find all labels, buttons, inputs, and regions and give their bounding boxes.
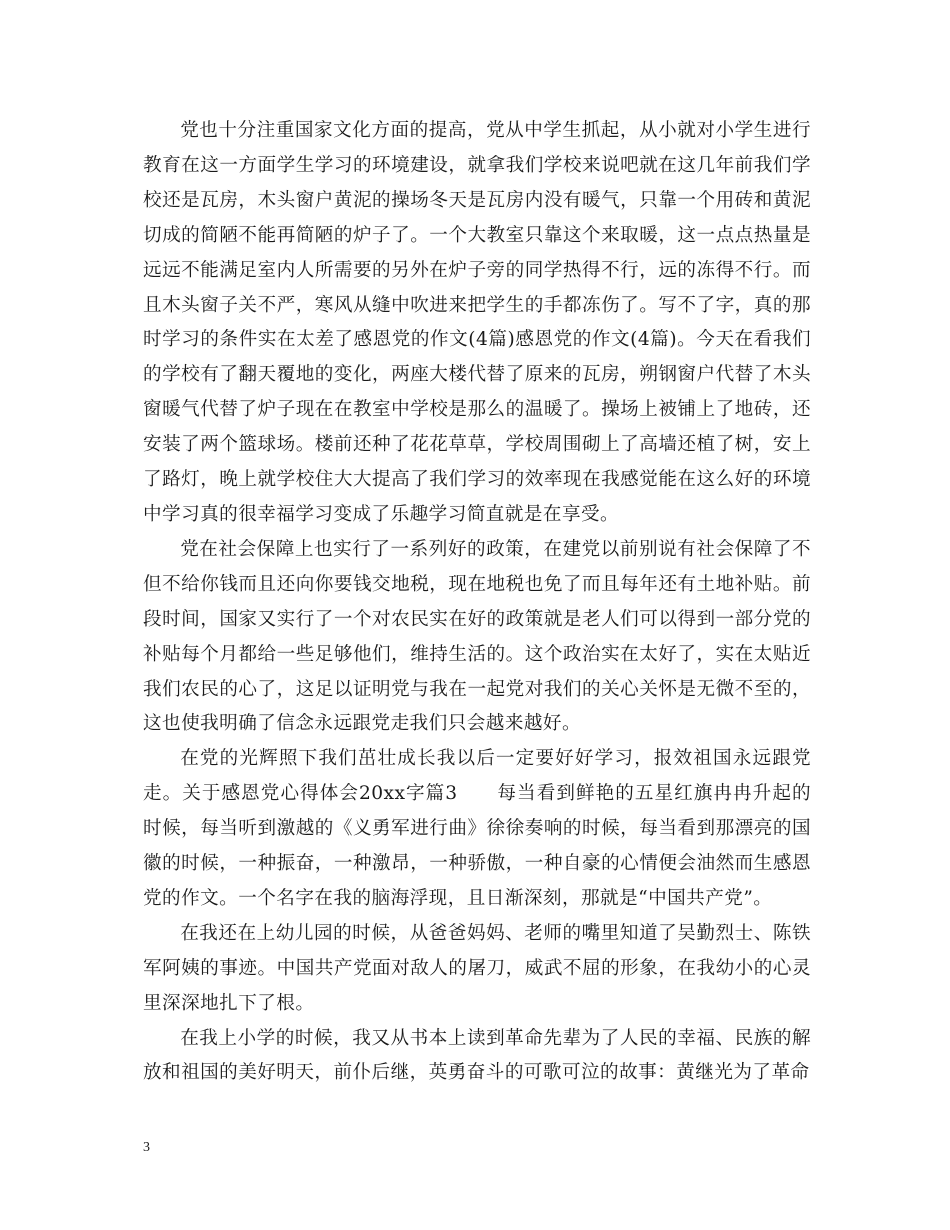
page-number: 3 [143, 1140, 150, 1155]
paragraph-1: 党也十分注重国家文化方面的提高，党从中学生抓起，从小就对小学生进行教育在这一方面学生学习的环境建设，就拿我们学校来说吧就在这几年前我们学校还是瓦房，木头窗户黄泥的操场冬天是瓦房内没有暖气，只靠一个用砖和黄泥切成的简陋不能再简陋的炉子了。一个大教室只靠这个来取暖，这一点点热量是远远不能满足室内人所需要的另外在炉子旁的同学热得不行，远的冻得不行。而且木头窗子关不严，寒风从缝中吹进来把学生的手都冻伤了。写不了字，真的那时学习的条件实在太差了感恩党的作文(4篇)感恩党的作文(4篇)。今天在看我们的学校有了翻天覆地的变化，两座大楼代替了原来的瓦房，朔钢窗户代替了木头窗暖气代替了炉子现在在教室中学校是那么的温暖了。操场上被铺上了地砖，还安装了两个篮球场。楼前还种了花花草草，学校周围砌上了高墙还植了树，安上了路灯，晚上就学校住大大提高了我们学习的效率现在我感觉能在这么好的环境中学习真的很幸福学习变成了乐趣学习简直就是在享受。 [143, 120, 811, 525]
paragraph-5: 在我上小学的时候，我又从书本上读到革命先辈为了人民的幸福、民族的解放和祖国的美好明天，前仆后继，英勇奋斗的可歌可泣的故事：黄继光为了革命 [143, 1027, 811, 1084]
paragraph-3: 在党的光辉照下我们茁壮成长我以后一定要好好学习，报效祖国永远跟党走。关于感恩党心得体会20xx字篇3 每当看到鲜艳的五星红旗冉冉升起的时候，每当听到激越的《义勇军进行曲》徐徐奏响的时候，每当看到那漂亮的国徽的时候，一种振奋，一种激昂，一种骄傲，一种自豪的心情便会油然而生感恩党的作文。一个名字在我的脑海浮现，且日渐深刻，那就是“中国共产党”。 [143, 748, 811, 909]
paragraph-2: 党在社会保障上也实行了一系列好的政策，在建党以前别说有社会保障了不但不给你钱而且还向你要钱交地税，现在地税也免了而且每年还有土地补贴。前段时间，国家又实行了一个对农民实在好的政策就是老人们可以得到一部分党的补贴每个月都给一些足够他们，维持生活的。这个政治实在太好了，实在太贴近我们农民的心了，这足以证明党与我在一起党对我们的关心关怀是无微不至的，这也使我明确了信念永远跟党走我们只会越来越好。 [143, 538, 811, 735]
paragraph-4: 在我还在上幼儿园的时候，从爸爸妈妈、老师的嘴里知道了吴勤烈士、陈铁军阿姨的事迹。中国共产党面对敌人的屠刀，威武不屈的形象，在我幼小的心灵里深深地扎下了根。 [143, 922, 811, 1014]
document-body [143, 114, 811, 1091]
